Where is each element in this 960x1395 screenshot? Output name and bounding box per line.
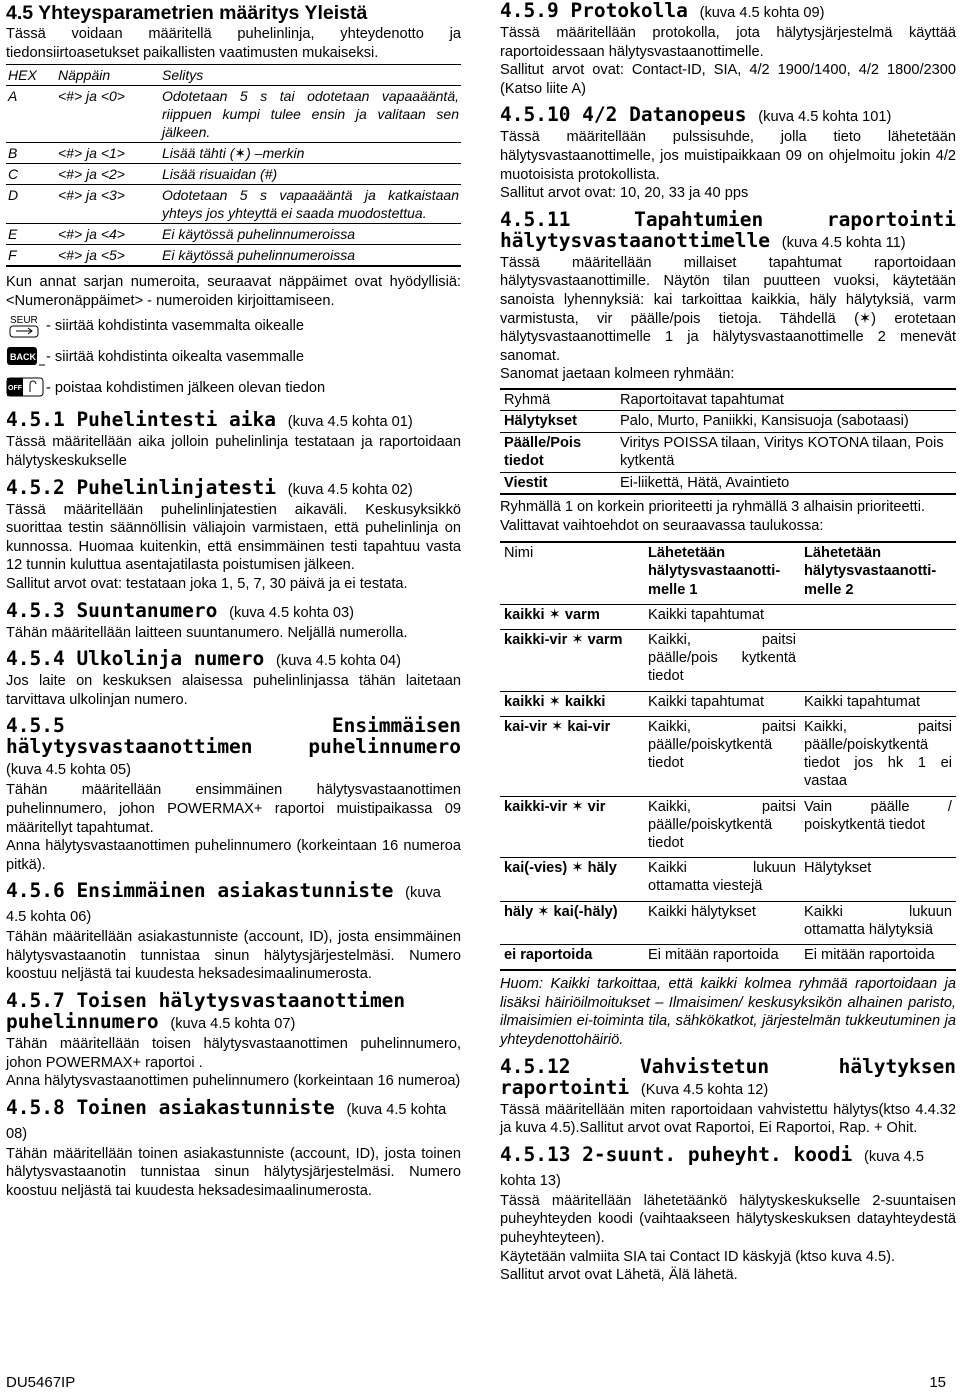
section-title: 4.5 Yhteysparametrien määritys Yleistä bbox=[6, 2, 368, 24]
recv1-cell: Kaikki hälytykset bbox=[644, 901, 800, 944]
next-key-label: SEUR bbox=[10, 314, 38, 326]
paragraph: Sanomat jaetaan kolmeen ryhmään: bbox=[500, 366, 735, 383]
table-row bbox=[500, 432, 956, 472]
hex-cell: D bbox=[6, 185, 56, 224]
paragraph: Anna hälytysvastaanottimen puhelinnumero (korkeintaan 16 numeroa) bbox=[6, 1073, 461, 1090]
option-name: ei raportoida bbox=[500, 944, 644, 970]
heading-4-5-10: 4.5.10 4/2 Datanopeus (kuva 4.5 kohta 101) bbox=[500, 103, 892, 127]
table-row bbox=[500, 411, 956, 432]
recv1-header: Lähetetään hälytysvastaanotti-melle 1 bbox=[644, 542, 800, 604]
table-row bbox=[6, 86, 461, 143]
table-row bbox=[500, 716, 956, 796]
events-cell: Ei-liikettä, Hätä, Avaintieto bbox=[616, 472, 956, 494]
table-header-row bbox=[500, 542, 956, 604]
document-id: DU5467IP bbox=[6, 1374, 76, 1391]
recv2-header: Lähetetään hälytysvastaanotti-melle 2 bbox=[800, 542, 956, 604]
recv2-cell: Vain päälle / poiskytkentä tiedot bbox=[800, 796, 956, 858]
hex-cell: E bbox=[6, 224, 56, 245]
recv1-cell: Kaikki lukuun ottamatta viestejä bbox=[644, 858, 800, 901]
key-cell: <#> ja <2> bbox=[56, 164, 160, 185]
table-row bbox=[500, 901, 956, 944]
left-column bbox=[6, 0, 461, 1201]
heading-4-5-7: 4.5.7 Toisen hälytysvastaanottimen puhelinnumero (kuva 4.5 kohta 07) bbox=[6, 989, 406, 1034]
paragraph: Sallitut arvot ovat: Contact-ID, SIA, 4/2 1900/1400, 4/2 1800/2300 (Katso liite A) bbox=[500, 62, 956, 97]
heading-4-5-5: 4.5.5 Ensimmäisen hälytysvastaanottimen puhelinnumero (kuva 4.5 kohta 05) bbox=[6, 714, 461, 779]
desc-cell: Ei käytössä puhelinnumeroissa bbox=[160, 224, 461, 245]
intro-text: Tässä voidaan määritellä puhelinlinja, yhteydenotto ja tiedonsiirtoasetukset paikallisten vaatimusten mukaiseksi. bbox=[6, 26, 461, 61]
right-column bbox=[500, 0, 956, 1285]
events-cell: Palo, Murto, Paniikki, Kansisuoja (sabotaasi) bbox=[616, 411, 956, 432]
group-cell: Hälytykset bbox=[500, 411, 616, 432]
desc-cell: Odotetaan 5 s vapaaääntä ja katkaistaan yhteys jos yhteyttä ei saada muodostettua. bbox=[160, 185, 461, 224]
hex-cell: B bbox=[6, 143, 56, 164]
table-row bbox=[500, 472, 956, 494]
paragraph: Tässä määritellään protokolla, jota hälytysjärjestelmä käyttää raportoidessaan hälytysvastaanottimelle. bbox=[500, 25, 956, 60]
group-cell: Viestit bbox=[500, 472, 616, 494]
paragraph: Tässä määritellään lähetetäänkö hälytyskeskukselle 2-suuntaisen puheyhteyden koodi (vaihtaakseen hälytyskeskuksen datayhteydestä puheyhteyteen). bbox=[500, 1192, 956, 1246]
recv2-cell bbox=[800, 604, 956, 629]
recv1-cell: Kaikki tapahtumat bbox=[644, 604, 800, 629]
heading-4-5-3: 4.5.3 Suuntanumero (kuva 4.5 kohta 03) bbox=[6, 598, 355, 622]
hex-cell: A bbox=[6, 86, 56, 143]
heading-4-5-4: 4.5.4 Ulkolinja numero (kuva 4.5 kohta 04) bbox=[6, 647, 401, 671]
desc-cell: Lisää risuaidan (#) bbox=[160, 164, 461, 185]
key-desc: - poistaa kohdistimen jälkeen olevan tiedon bbox=[46, 379, 326, 396]
heading-4-5-9: 4.5.9 Protokolla (kuva 4.5 kohta 09) bbox=[500, 0, 825, 22]
table-row bbox=[6, 224, 461, 245]
recv2-cell bbox=[800, 629, 956, 691]
paragraph: Sallitut arvot ovat: 10, 20, 33 ja 40 pps bbox=[500, 185, 749, 202]
table-row bbox=[500, 691, 956, 716]
paragraph: Tässä määritellään miten raportoidaan vahvistettu hälytys(ktso 4.4.32 ja kuva 4.5).Sallitut arvot ovat Raportoi, Ei Raportoi, Rap. + Ohit. bbox=[500, 1101, 956, 1137]
desc-cell: Lisää tähti (✶) –merkin bbox=[160, 143, 461, 164]
recv1-cell: Kaikki, paitsi päälle/poiskytkentä tiedot bbox=[644, 716, 800, 796]
table-row bbox=[500, 604, 956, 629]
desc-cell: Odotetaan 5 s tai odotetaan vapaaääntä, riippuen kumpi tulee ensin ja valitaan sen jälkeen. bbox=[160, 86, 461, 143]
key-cell: <#> ja <4> bbox=[56, 224, 160, 245]
paragraph: Sallitut arvot ovat: testataan joka 1, 5, 7, 30 päivä ja ei testata. bbox=[6, 575, 408, 592]
options-table bbox=[500, 541, 956, 971]
key-row-back bbox=[6, 341, 461, 372]
recv2-cell: Kaikki, paitsi päälle/poiskytkentä tiedot jos hk 1 ei vastaa bbox=[800, 716, 956, 796]
paragraph: Sallitut arvot ovat Lähetä, Älä lähetä. bbox=[500, 1267, 738, 1284]
paragraph: Ryhmällä 1 on korkein prioriteetti ja ryhmällä 3 alhaisin prioriteetti. bbox=[500, 498, 926, 515]
paragraph: Anna hälytysvastaanottimen puhelinnumero (korkeintaan 16 numeroa pitkä). bbox=[6, 838, 461, 873]
key-cell: <#> ja <5> bbox=[56, 245, 160, 267]
heading-4-5-12: 4.5.12 Vahvistetun hälytyksen raportointi (Kuva 4.5 kohta 12) bbox=[500, 1054, 956, 1099]
events-cell: Viritys POISSA tilaan, Viritys KOTONA tilaan, Pois kytkentä bbox=[616, 432, 956, 472]
paragraph: Tässä määritellään puhelinlinjatestien aikaväli. Keskusyksikkö suorittaa testin säännöllisin väliajoin varmistaen, että puhelinlinja on kunnossa. Huomaa kuitenkin, että ensimmäinen testi tapahtuu vasta 12 tunnin kuluttua asentajatilasta poistumisen jälkeen. bbox=[6, 501, 461, 574]
recv1-cell: Kaikki tapahtumat bbox=[644, 691, 800, 716]
paragraph: Tässä määritellään millaiset tapahtumat raportoidaan hälytysvastaanottimille. Näytön tilan puutteen vuoksi, käytetään sanoista lyhennyksiä: kai tarkoittaa kaikkia, häly hälytyksiä, varm varmistusta, vir päälle/pois tietoja. Tähdellä (✶) erotetaan hälytysvastaanottimelle 1 ja hälytysvastaanottimelle 2 menevät sanomat. bbox=[500, 254, 956, 364]
table-row bbox=[500, 629, 956, 691]
paragraph: Käytetään valmiita SIA tai Contact ID käskyjä (ktso kuva 4.5). bbox=[500, 1248, 896, 1265]
paragraph: Tässä määritellään pulssisuhde, jolla tieto lähetetään hälytysvastaanottimelle, jos muistipaikkaan 09 on ohjelmoitu jokin 4/2 muotoisista protokollista. bbox=[500, 129, 956, 183]
table-row bbox=[6, 185, 461, 224]
table-row bbox=[500, 944, 956, 970]
back-key-label: BACK bbox=[10, 351, 36, 362]
recv2-cell: Ei mitään raportoida bbox=[800, 944, 956, 970]
hex-header: HEX bbox=[6, 65, 56, 86]
option-name: häly ✶ kai(-häly) bbox=[500, 901, 644, 944]
heading-4-5-2: 4.5.2 Puhelinlinjatesti (kuva 4.5 kohta 02) bbox=[6, 475, 413, 499]
heading-4-5-6: 4.5.6 Ensimmäinen asiakastunniste (kuva 4.5 kohta 06) bbox=[6, 879, 441, 926]
note-text: Huom: Kaikki tarkoittaa, että kaikki kolmea ryhmää raportoidaan ja lisäksi häiriöilmoitukset – Ilmaisimen/ keskusyksikön alhainen paristo, ilmaisimien ei-toiminta tila, sähkökatkot, järjestelmän tukkeutuminen ja yhteydenottohäiriö. bbox=[500, 976, 956, 1048]
paragraph: Tähän määritellään ensimmäinen hälytysvastaanottimen puhelinnumero, johon POWERMAX+ raportoi muistipaikassa 09 määritellyt tapahtumat. bbox=[6, 782, 461, 836]
recv2-cell: Kaikki lukuun ottamatta hälytyksiä bbox=[800, 901, 956, 944]
paragraph: Tähän määritellään toinen asiakastunniste (account, ID), josta toinen hälytysvastaanotin tunnistaa sinun hälytysjärjestelmäsi. Numero koostuu neljästä tai kuudesta heksadesimaalinumerosta. bbox=[6, 1145, 461, 1200]
off-key-icon bbox=[6, 377, 46, 399]
heading-4-5-13: 4.5.13 2-suunt. puheyht. koodi (kuva 4.5 kohta 13) bbox=[500, 1142, 924, 1189]
option-name: kaikki-vir ✶ vir bbox=[500, 796, 644, 858]
hex-table bbox=[6, 64, 461, 267]
next-key-icon bbox=[6, 315, 46, 337]
key-header: Näppäin bbox=[56, 65, 160, 86]
page-number: 15 bbox=[929, 1374, 946, 1391]
desc-header: Selitys bbox=[160, 65, 461, 86]
key-row-next bbox=[6, 310, 461, 341]
table-row bbox=[6, 143, 461, 164]
paragraph: Tähän määritellään asiakastunniste (account, ID), josta ensimmäinen hälytysvastaanotin tunnistaa sinun hälytysjärjestelmäsi. Numero koostuu neljästä tai kuudesta heksadesimaalinumerosta. bbox=[6, 929, 461, 983]
table-row bbox=[6, 164, 461, 185]
hex-cell: F bbox=[6, 245, 56, 267]
key-cell: <#> ja <1> bbox=[56, 143, 160, 164]
name-header: Nimi bbox=[500, 542, 644, 604]
paragraph: Tässä määritellään aika jolloin puhelinlinja testataan ja raportoidaan hälytyskeskukselle bbox=[6, 434, 461, 469]
key-desc: - siirtää kohdistinta oikealta vasemmalle bbox=[46, 348, 304, 365]
group-header: Ryhmä bbox=[500, 389, 616, 411]
option-name: kai-vir ✶ kai-vir bbox=[500, 716, 644, 796]
option-name: kaikki ✶ varm bbox=[500, 604, 644, 629]
paragraph: Jos laite on keskuksen alaisessa puhelinlinjassa tähän laitetaan tarvittava ulkolinjan numero. bbox=[6, 673, 461, 708]
paragraph: Tähän määritellään toisen hälytysvastaanottimen puhelinnumero, johon POWERMAX+ raportoi . bbox=[6, 1036, 461, 1071]
heading-4-5-8: 4.5.8 Toinen asiakastunniste (kuva 4.5 kohta 08) bbox=[6, 1095, 447, 1142]
recv1-cell: Kaikki, paitsi päälle/poiskytkentä tiedot bbox=[644, 796, 800, 858]
option-name: kaikki-vir ✶ varm bbox=[500, 629, 644, 691]
paragraph: Tähän määritellään laitteen suuntanumero. Neljällä numerolla. bbox=[6, 624, 408, 641]
option-name: kaikki ✶ kaikki bbox=[500, 691, 644, 716]
key-desc: - siirtää kohdistinta vasemmalta oikealle bbox=[46, 317, 304, 334]
option-name: kai(-vies) ✶ häly bbox=[500, 858, 644, 901]
table-row bbox=[500, 858, 956, 901]
recv1-cell: Ei mitään raportoida bbox=[644, 944, 800, 970]
off-key-label: OFF bbox=[8, 384, 22, 392]
groups-table bbox=[500, 388, 956, 495]
events-header: Raportoitavat tapahtumat bbox=[616, 389, 956, 411]
paragraph: Valittavat vaihtoehdot on seuraavassa taulukossa: bbox=[500, 517, 824, 534]
hex-cell: C bbox=[6, 164, 56, 185]
heading-4-5-1: 4.5.1 Puhelintesti aika (kuva 4.5 kohta 01) bbox=[6, 408, 413, 432]
desc-cell: Ei käytössä puhelinnumeroissa bbox=[160, 245, 461, 267]
recv1-cell: Kaikki, paitsi päälle/pois kytkentä tiedot bbox=[644, 629, 800, 691]
table-header-row bbox=[500, 389, 956, 411]
group-cell: Päälle/Pois tiedot bbox=[500, 432, 616, 472]
key-cell: <#> ja <0> bbox=[56, 86, 160, 143]
heading-4-5-11: 4.5.11 Tapahtumien raportointi hälytysvastaanottimelle (kuva 4.5 kohta 11) bbox=[500, 207, 956, 252]
key-row-off bbox=[6, 372, 461, 403]
recv2-cell: Hälytykset bbox=[800, 858, 956, 901]
table-row bbox=[500, 796, 956, 858]
table-row bbox=[6, 245, 461, 267]
key-cell: <#> ja <3> bbox=[56, 185, 160, 224]
back-key-icon bbox=[6, 346, 46, 368]
recv2-cell: Kaikki tapahtumat bbox=[800, 691, 956, 716]
keys-intro: Kun annat sarjan numeroita, seuraavat näppäimet ovat hyödyllisiä: <Numeronäppäimet> - numeroiden kirjoittamiseen. bbox=[6, 274, 461, 309]
